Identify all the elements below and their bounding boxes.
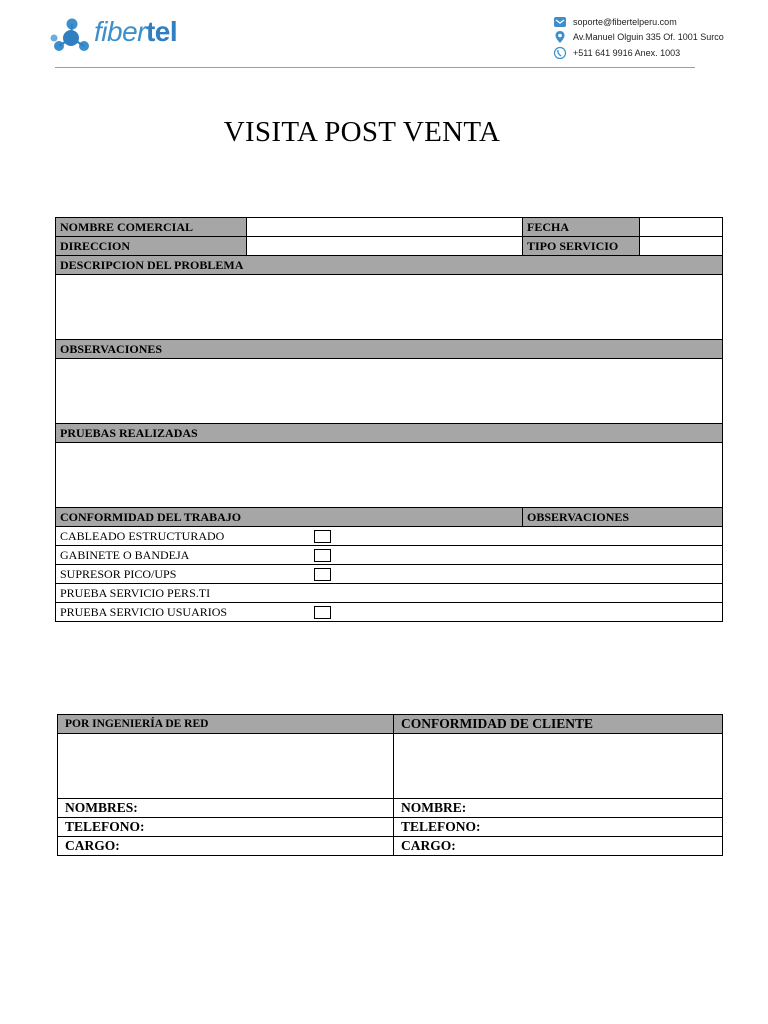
checkbox-gabinete[interactable] — [314, 549, 331, 562]
check-label: PRUEBA SERVICIO PERS.TI — [60, 585, 211, 600]
check-row — [56, 527, 723, 546]
check-label: GABINETE O BANDEJA — [60, 547, 190, 562]
field-pruebas[interactable] — [56, 443, 723, 508]
label-conformidad: CONFORMIDAD DEL TRABAJO — [56, 508, 523, 527]
check-label: CABLEADO ESTRUCTURADO — [60, 528, 225, 543]
field-nombre-comercial[interactable] — [247, 218, 523, 237]
field-observaciones[interactable] — [56, 359, 723, 424]
label-nombres: NOMBRES: — [58, 799, 394, 818]
checkbox-supresor[interactable] — [314, 568, 331, 581]
contact-phone: +511 641 9916 Anex. 1003 — [553, 46, 680, 60]
label-nombre-comercial: NOMBRE COMERCIAL — [56, 218, 247, 237]
email-link[interactable]: soporte@fibertelperu.com — [573, 17, 677, 27]
contact-email — [553, 15, 677, 29]
email-icon — [553, 15, 567, 29]
contact-address: Av.Manuel Olguin 335 Of. 1001 Surco — [553, 30, 724, 44]
check-label: PRUEBA SERVICIO USUARIOS — [60, 604, 228, 619]
check-row — [56, 546, 723, 565]
phone-icon — [553, 46, 567, 60]
label-telefono-left: TELEFONO: — [58, 818, 394, 837]
field-direccion[interactable] — [247, 237, 523, 256]
location-pin-icon — [553, 30, 567, 44]
header-divider — [55, 67, 695, 68]
check-row — [56, 565, 723, 584]
page-title: VISITA POST VENTA — [223, 116, 501, 148]
label-observaciones-conformidad: OBSERVACIONES — [523, 508, 723, 527]
label-cargo-left: CARGO: — [58, 837, 394, 856]
signature-area-ingenieria[interactable] — [58, 734, 394, 799]
label-telefono-right: TELEFONO: — [394, 818, 723, 837]
label-pruebas: PRUEBAS REALIZADAS — [56, 424, 723, 443]
field-descripcion[interactable] — [56, 275, 723, 340]
label-conformidad-cliente: CONFORMIDAD DE CLIENTE — [394, 715, 723, 734]
label-descripcion: DESCRIPCION DEL PROBLEMA — [56, 256, 723, 275]
label-observaciones: OBSERVACIONES — [56, 340, 723, 359]
checkbox-cableado[interactable] — [314, 530, 331, 543]
label-ingenieria-red: POR INGENIERÍA DE RED — [58, 715, 394, 734]
label-fecha: FECHA — [523, 218, 640, 237]
signature-table — [57, 714, 723, 856]
label-direccion: DIRECCION — [56, 237, 247, 256]
signature-area-cliente[interactable] — [394, 734, 723, 799]
post-sale-form — [55, 217, 723, 622]
field-tipo-servicio[interactable] — [640, 237, 723, 256]
field-fecha[interactable] — [640, 218, 723, 237]
label-nombre: NOMBRE: — [394, 799, 723, 818]
check-row — [56, 603, 723, 622]
label-cargo-right: CARGO: — [394, 837, 723, 856]
check-row — [56, 584, 723, 603]
check-label: SUPRESOR PICO/UPS — [60, 566, 177, 581]
label-tipo-servicio: TIPO SERVICIO — [523, 237, 640, 256]
logo-wordmark: fibertel — [94, 16, 178, 47]
checkbox-prueba-usuarios[interactable] — [314, 606, 331, 619]
